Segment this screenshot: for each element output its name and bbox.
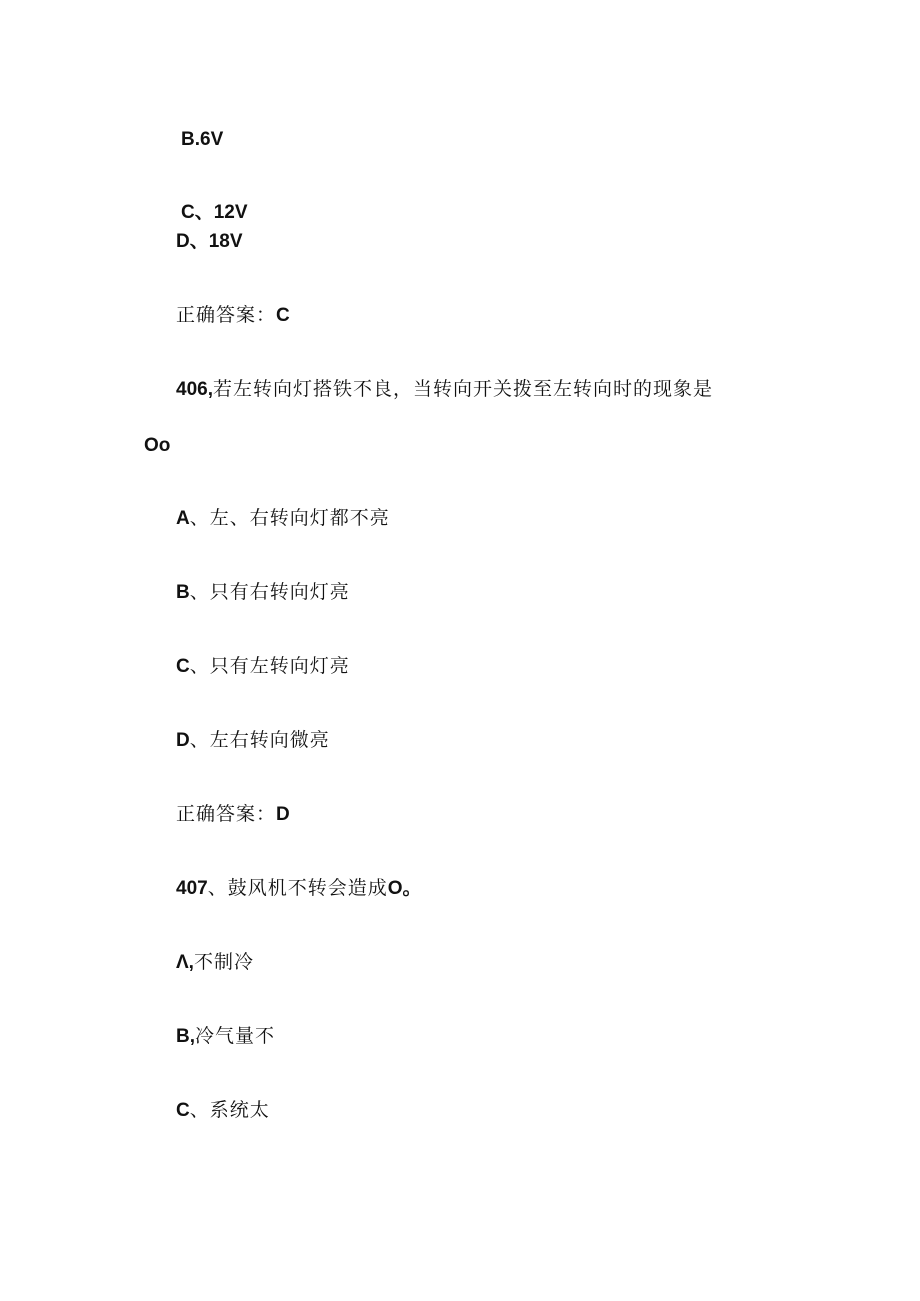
option-text: 、只有右转向灯亮 [189, 581, 350, 603]
question-text: 、鼓风机不转会造成 [207, 877, 388, 899]
option-label: A [176, 508, 190, 529]
question-number: 407 [176, 878, 208, 899]
option-d-18v [176, 229, 243, 254]
option-label: D [176, 231, 190, 252]
question-407 [176, 876, 422, 901]
option-label: C [181, 202, 195, 223]
option-c-12v [181, 200, 248, 225]
question-tail: O。 [387, 878, 422, 899]
question-text: 若左转向灯搭铁不良，当转向开关拨至左转向时的现象是 [212, 378, 713, 400]
question-tail: Oo [144, 435, 171, 456]
option-d-406 [176, 728, 330, 753]
question-406 [176, 377, 713, 402]
option-text: 冷气量不 [195, 1025, 276, 1047]
question-406-continuation [144, 433, 170, 458]
option-label: C [176, 1100, 190, 1121]
option-text: 、左右转向微亮 [189, 729, 330, 751]
option-b-407 [176, 1024, 275, 1049]
option-text: 、系统太 [189, 1099, 270, 1121]
option-text: 、18V [189, 231, 243, 252]
option-label: C [176, 656, 190, 677]
option-label: D [176, 730, 190, 751]
option-c-406 [176, 654, 350, 679]
option-text: 不制冷 [193, 951, 254, 973]
option-b-406 [176, 580, 350, 605]
option-c-407 [176, 1098, 270, 1123]
option-label: B [176, 582, 190, 603]
option-b-6v [181, 127, 223, 152]
option-label: Λ, [176, 952, 194, 973]
option-a-407 [176, 950, 254, 975]
option-a-406 [176, 506, 390, 531]
option-text: 、左、右转向灯都不亮 [189, 507, 390, 529]
answer-value: C [276, 305, 290, 326]
option-label: B.6V [181, 129, 224, 150]
question-number: 406, [176, 379, 213, 400]
answer-prefix: 正确答案： [176, 803, 277, 825]
answer-prefix: 正确答案： [176, 304, 277, 326]
answer-line-2 [176, 802, 290, 827]
answer-value: D [276, 804, 290, 825]
option-text: 、12V [194, 202, 248, 223]
option-label: B, [176, 1026, 195, 1047]
option-text: 、只有左转向灯亮 [189, 655, 350, 677]
answer-line-1 [176, 303, 290, 328]
